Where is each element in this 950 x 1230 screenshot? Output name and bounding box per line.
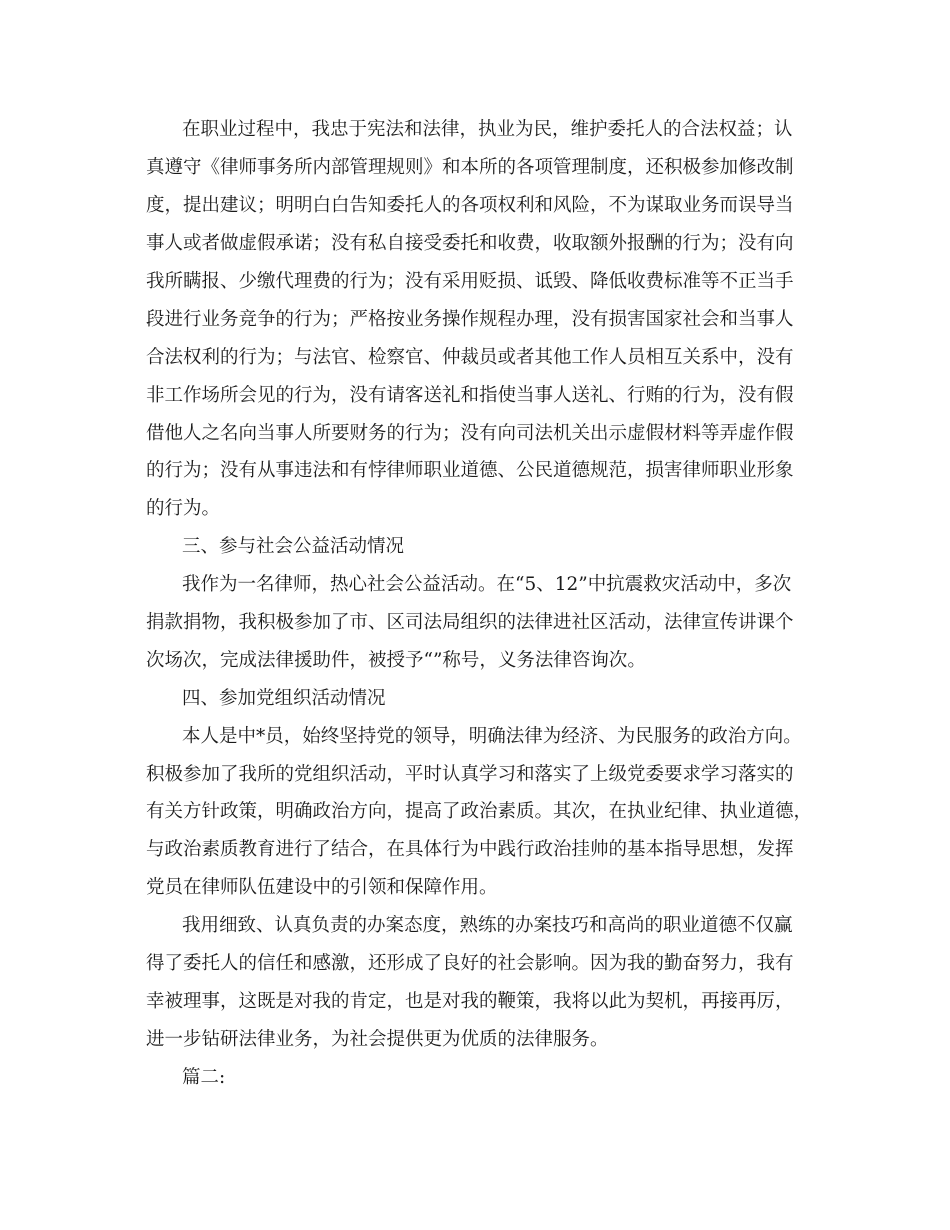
section-heading: 四、参加党组织活动情况 xyxy=(182,688,386,709)
text-line: 我所瞒报、少缴代理费的行为；没有采用贬损、诋毁、降低收费标准等不正当手 xyxy=(146,271,794,292)
text-line: 真遵守《律师事务所内部管理规则》和本所的各项管理制度，还积极参加修改制 xyxy=(146,157,794,178)
text-line: 段进行业务竞争的行为；严格按业务操作规程办理，没有损害国家社会和当事人 xyxy=(146,309,794,330)
text-line: 次场次，完成法律援助件，被授予“”称号，义务法律咨询次。 xyxy=(146,650,646,671)
text-line: 捐款捐物，我积极参加了市、区司法局组织的法律进社区活动，法律宣传讲课个 xyxy=(146,612,794,633)
text-line: 进一步钻研法律业务，为社会提供更为优质的法律服务。 xyxy=(146,1029,609,1050)
text-line: 我用细致、认真负责的办案态度，熟练的办案技巧和高尚的职业道德不仅赢 xyxy=(182,915,793,936)
text-line: 度，提出建议；明明白白告知委托人的各项权利和风险，不为谋取业务而误导当 xyxy=(146,195,794,216)
text-line: 党员在律师队伍建设中的引领和保障作用。 xyxy=(146,877,498,898)
section-heading: 篇二: xyxy=(182,1067,226,1088)
text-line: 在职业过程中，我忠于宪法和法律，执业为民，维护委托人的合法权益；认 xyxy=(182,119,793,140)
text-line: 的行为。 xyxy=(146,498,221,519)
text-line: 本人是中*员，始终坚持党的领导，明确法律为经济、为民服务的政治方向。 xyxy=(182,726,802,747)
text-line: 的行为；没有从事违法和有悖律师职业道德、公民道德规范，损害律师职业形象 xyxy=(146,460,794,481)
text-line: 幸被理事，这既是对我的肯定，也是对我的鞭策，我将以此为契机，再接再厉， xyxy=(146,991,794,1012)
text-line: 我作为一名律师，热心社会公益活动。在“5、12”中抗震救灾活动中，多次 xyxy=(182,574,792,595)
text-line: 有关方针政策，明确政治方向，提高了政治素质。其次，在执业纪律、执业道德， xyxy=(146,801,813,822)
text-line: 借他人之名向当事人所要财务的行为；没有向司法机关出示虚假材料等弄虚作假 xyxy=(146,423,794,444)
text-line: 非工作场所会见的行为，没有请客送礼和指使当事人送礼、行贿的行为，没有假 xyxy=(146,385,794,406)
section-heading: 三、参与社会公益活动情况 xyxy=(182,536,405,557)
text-line: 积极参加了我所的党组织活动，平时认真学习和落实了上级党委要求学习落实的 xyxy=(146,764,794,785)
text-line: 合法权利的行为；与法官、检察官、仲裁员或者其他工作人员相互关系中，没有 xyxy=(146,347,794,368)
text-line: 得了委托人的信任和感激，还形成了良好的社会影响。因为我的勤奋努力，我有 xyxy=(146,953,794,974)
text-line: 与政治素质教育进行了结合，在具体行为中践行政治挂帅的基本指导思想，发挥 xyxy=(146,839,794,860)
text-line: 事人或者做虚假承诺；没有私自接受委托和收费，收取额外报酬的行为；没有向 xyxy=(146,233,794,254)
